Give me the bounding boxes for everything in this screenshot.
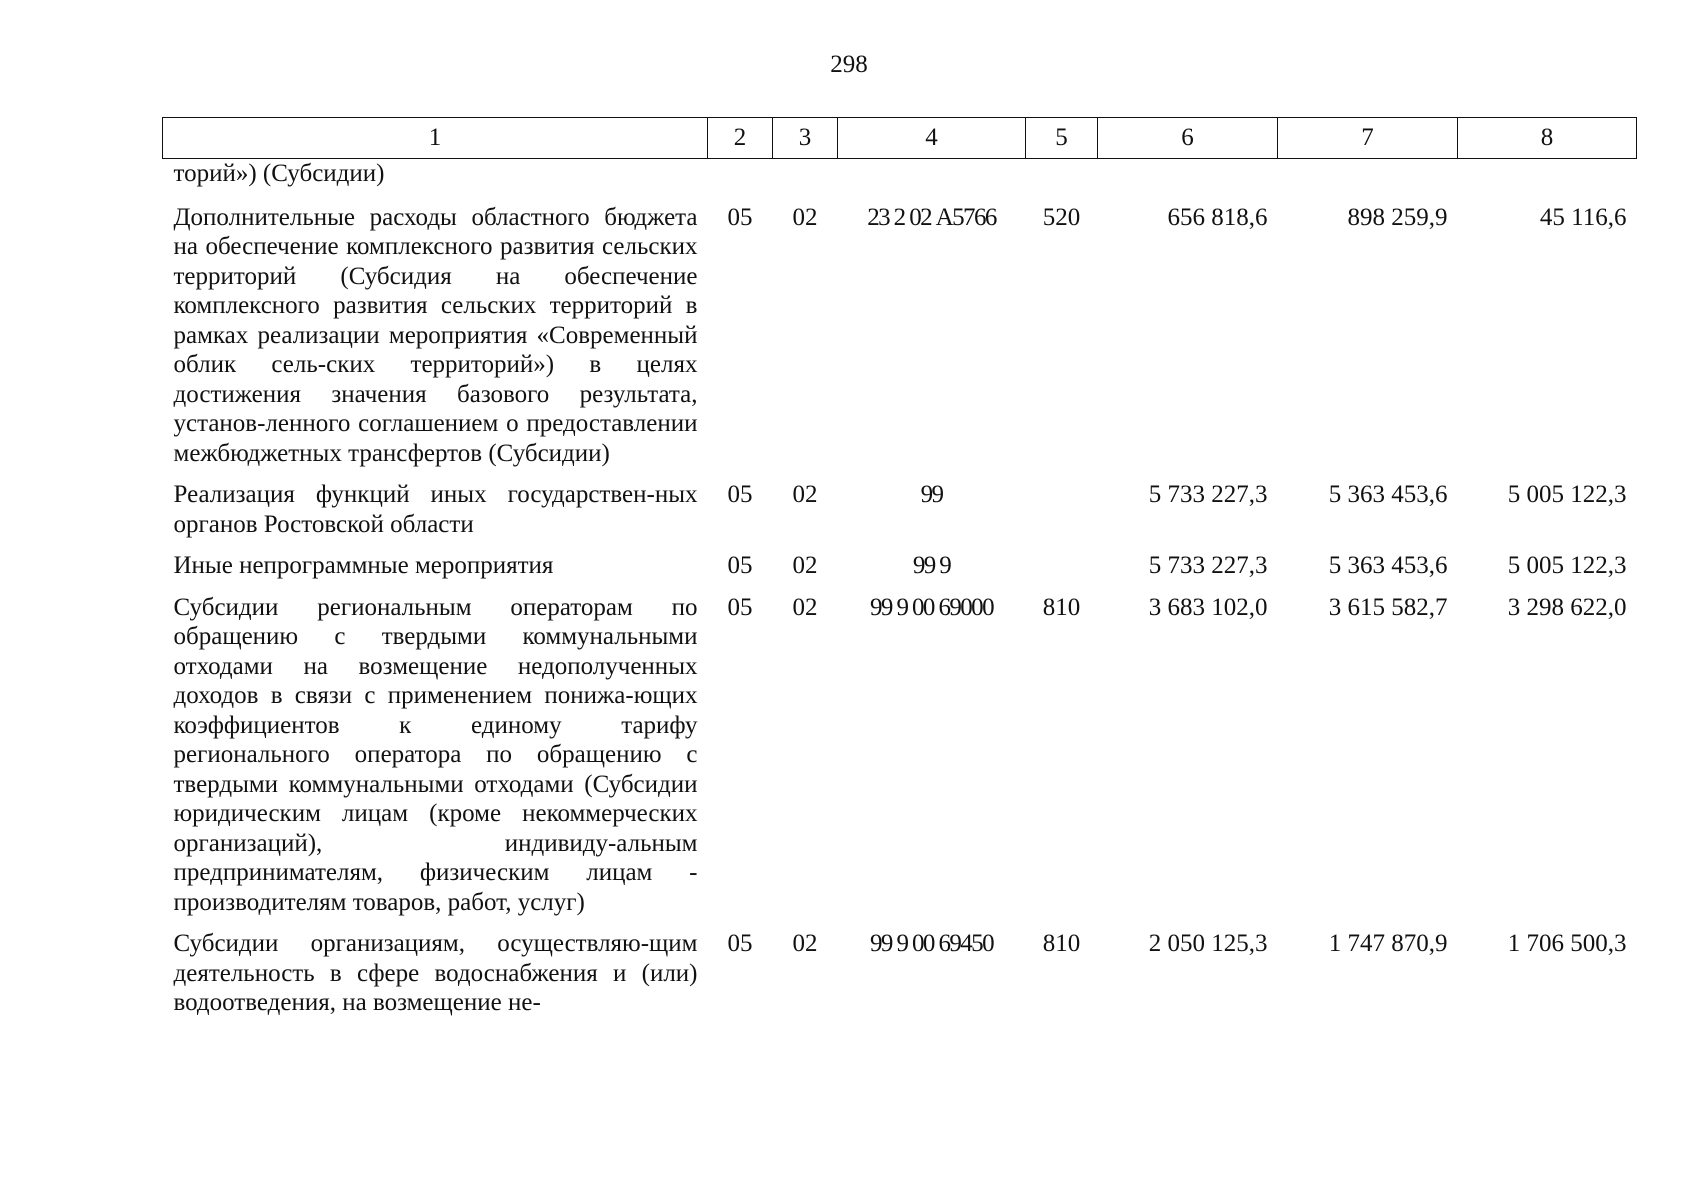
table-header: [163, 118, 1637, 159]
row-expense-type-code: 520: [1042, 203, 1081, 231]
page-number: 298: [830, 51, 868, 78]
table-row: [163, 593, 1637, 930]
row-description: Иные непрограммные мероприятия: [173, 552, 554, 579]
row-section-code: 05: [727, 930, 753, 957]
column-header: 6: [1098, 118, 1278, 159]
row-target-article-code: [838, 159, 1026, 203]
row-subsection-code: 02: [792, 203, 818, 231]
row-expense-type-code: 810: [1042, 930, 1081, 957]
row-amount-year-2: 3 615 582,7: [1328, 593, 1448, 621]
row-amount-year-1: 2 050 125,3: [1148, 930, 1268, 957]
row-amount-year-1: 5 733 227,3: [1148, 481, 1268, 508]
row-section-code: 05: [727, 203, 753, 231]
row-subsection-code: 02: [792, 930, 818, 957]
row-subsection-code: 02: [792, 481, 818, 508]
budget-table: [162, 117, 1637, 1030]
row-target-article-code: 23 2 02 А5766: [867, 203, 996, 231]
header-row: [163, 118, 1637, 159]
table-row: [163, 551, 1637, 593]
row-section-code: [708, 159, 773, 203]
row-amount-year-2: 5 363 453,6: [1328, 552, 1448, 579]
row-section-code: 05: [727, 481, 753, 508]
table-row: [163, 480, 1637, 551]
column-header: 5: [1026, 118, 1098, 159]
row-amount-year-3: 5 005 122,3: [1507, 552, 1627, 579]
table-row: [163, 203, 1637, 481]
table-body: [163, 159, 1637, 1030]
row-amount-year-3: 3 298 622,0: [1507, 593, 1627, 621]
row-amount-year-2: [1278, 159, 1458, 203]
row-expense-type-code: [1026, 480, 1098, 551]
row-expense-type-code: [1026, 159, 1098, 203]
row-description: Реализация функций иных государствен-ных органов Ростовской области: [173, 481, 698, 538]
row-description: торий») (Субсидии): [173, 160, 385, 187]
row-amount-year-2: 898 259,9: [1347, 203, 1448, 231]
row-amount-year-3: 45 116,6: [1539, 203, 1627, 231]
row-target-article-code: 99 9: [912, 552, 951, 579]
row-expense-type-code: [1026, 551, 1098, 593]
row-target-article-code: 99 9 00 69450: [870, 930, 993, 957]
row-subsection-code: [773, 159, 838, 203]
column-header: 2: [708, 118, 773, 159]
row-section-code: 05: [727, 593, 753, 621]
column-header: 3: [773, 118, 838, 159]
row-amount-year-3: [1458, 159, 1637, 203]
row-amount-year-3: 1 706 500,3: [1507, 930, 1627, 957]
row-subsection-code: 02: [792, 552, 818, 579]
column-header: 7: [1278, 118, 1458, 159]
table-row: [163, 159, 1637, 203]
row-amount-year-1: 5 733 227,3: [1148, 552, 1268, 579]
row-description: Субсидии организациям, осуществляю-щим деятельность в сфере водоснабжения и (или) водоотведения, на возмещение не-: [173, 930, 698, 1016]
row-amount-year-2: 5 363 453,6: [1328, 481, 1448, 508]
table-row: [163, 929, 1637, 1030]
column-header: 8: [1458, 118, 1637, 159]
row-amount-year-1: 3 683 102,0: [1148, 593, 1268, 621]
row-amount-year-3: 5 005 122,3: [1507, 481, 1627, 508]
row-section-code: 05: [727, 552, 753, 579]
row-amount-year-1: 656 818,6: [1167, 203, 1268, 231]
column-header: 4: [838, 118, 1026, 159]
row-amount-year-2: 1 747 870,9: [1328, 930, 1448, 957]
column-header: 1: [163, 118, 708, 159]
row-target-article-code: 99 9 00 69000: [870, 593, 993, 621]
row-description: Субсидии региональным операторам по обращению с твердыми коммунальными отходами на возмещение недополученных доходов в связи с применением понижа-ющих коэффициентов к единому тарифу регионального оператора по обращению с твердыми коммунальными отходами (Субсидии юридическим лицам (кроме некоммерческих организаций), индивиду-альным предпринимателям, физическим лицам - производителям товаров, работ, услуг): [173, 593, 698, 916]
row-expense-type-code: 810: [1042, 593, 1081, 621]
row-amount-year-1: [1098, 159, 1278, 203]
row-description: Дополнительные расходы областного бюджета на обеспечение комплексного развития сельских территорий (Субсидия на обеспечение комплексного развития сельских территорий в рамках реализации мероприятия «Современный облик сель-ских территорий») в целях достижения значения базового результата, установ-ленного соглашением о предоставлении межбюджетных трансфертов (Субсидии): [173, 203, 698, 467]
row-target-article-code: 99: [920, 481, 943, 508]
row-subsection-code: 02: [792, 593, 818, 621]
